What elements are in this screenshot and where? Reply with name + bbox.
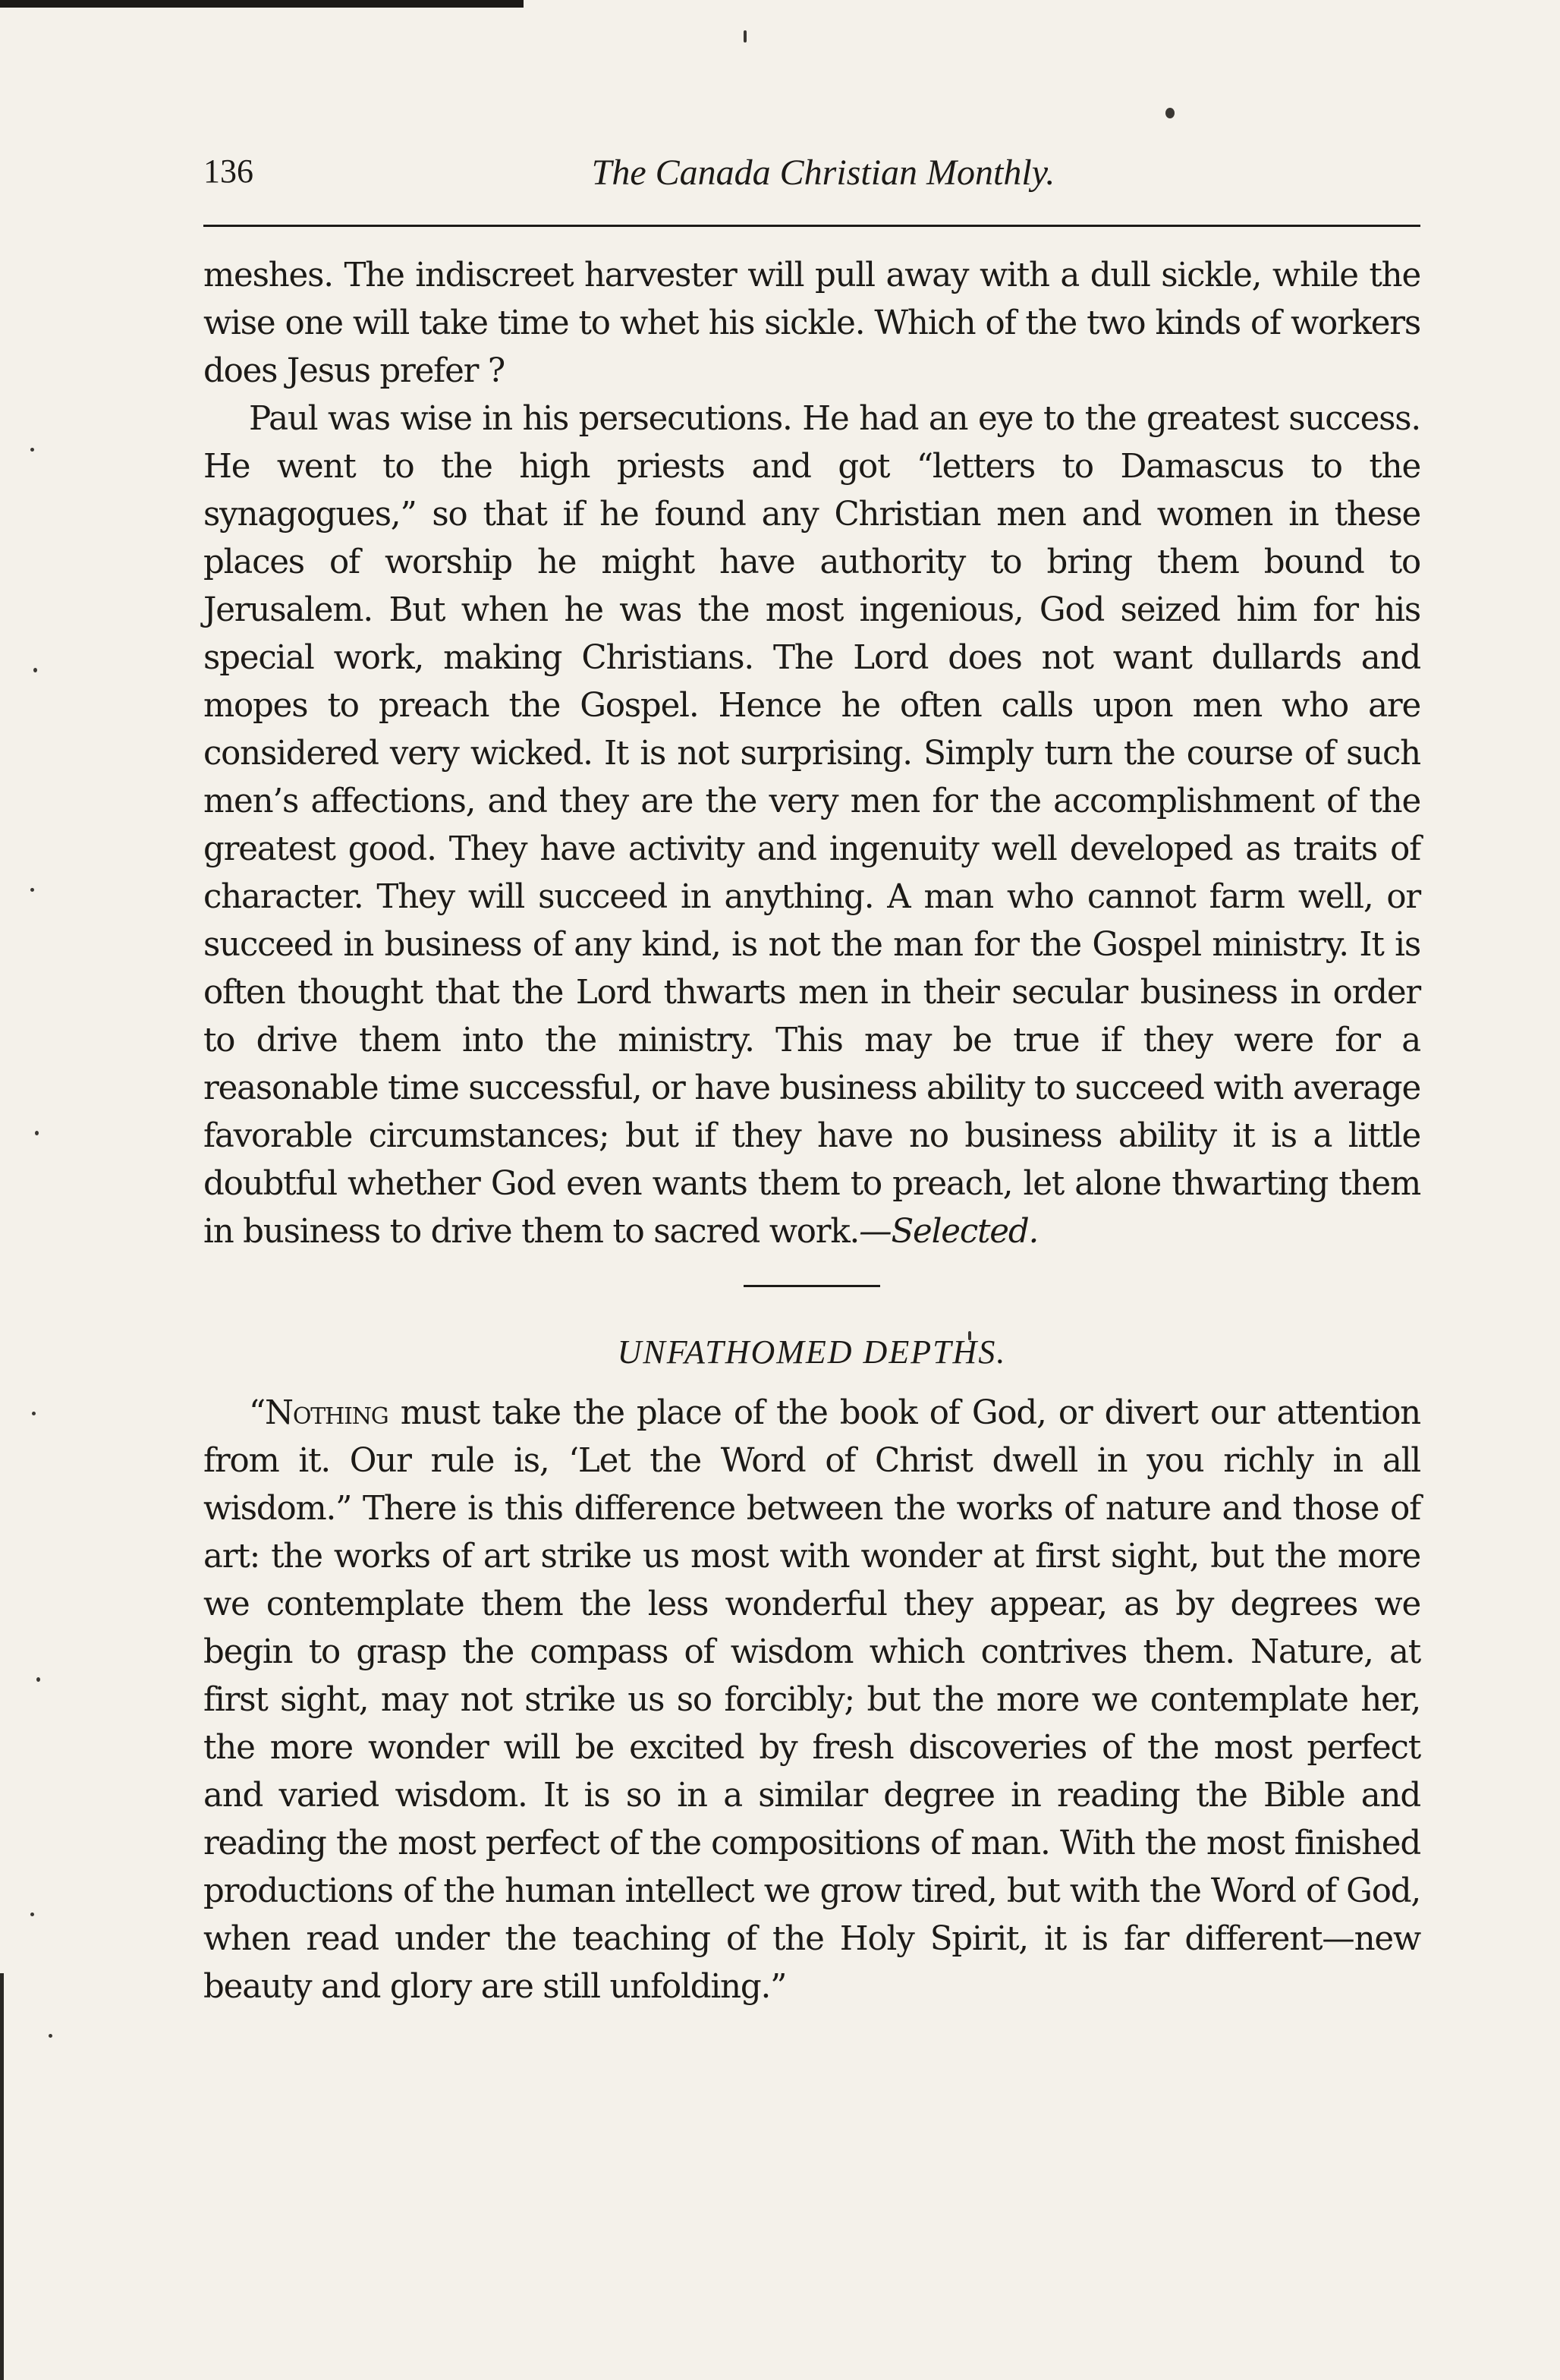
article-lead-word: Nothing [265,1394,388,1432]
article-paragraph-text: must take the place of the book of God, or divert our attention from it. Our rule is, ‘Let the Word of Christ dwell in you richly in all wisdom.” There is this difference between the works of nature and those of art: the works of art strike us most with wonder at first sight, but the more we contemplate them the less wonderful they appear, as by degrees we begin to grasp the compass of wisdom which contrives them. Nature, at first sight, may not strike us so forcibly; but the more we contemplate her, the more wonder will be excited by fresh discoveries of the most perfect and varied wisdom. It is so in a similar degree in reading the Bible and reading the most perfect of the compositions of man. With the most finished productions of the human intellect we grow tired, but with the Word of God, when read under the teaching of the Holy Spirit, it is far different—new beauty and glory are still unfolding.” [203,1394,1420,2006]
scan-speck [744,30,747,42]
scan-speck [30,448,34,452]
scan-speck [33,668,37,672]
scan-speck [32,1412,36,1415]
header-rule [203,225,1420,227]
continued-paragraph-text: meshes. The indiscreet harvester will pull away with a dull sickle, while the wise one will take time to whet his sickle. Which of the two kinds of workers does Jesus prefer ? [203,257,1420,390]
scan-speck [30,888,34,892]
scan-speck [36,1677,40,1682]
journal-title: The Canada Christian Monthly. [591,153,1055,193]
running-header [203,152,1420,208]
paul-paragraph-text: Paul was wise in his persecutions. He had an eye to the greatest success. He went to the high priests and got “letters to Damascus to the synagogues,” so that if he found any Christian men and women in these places of worship he might have authority to bring them bound to Jerusalem. But when he was the most ingenious, God seized him for his special work, making Christians. The Lord does not want dullards and mopes to preach the Gospel. Hence he often calls upon men who are considered very wicked. It is not surprising. Simply turn the course of such men’s affections, and they are the very men for the accomplishment of the greatest good. They have activity and ingenuity well developed as traits of character. They will succeed in anything. A man who cannot farm well, or succeed in business of any kind, is not the man for the Gospel ministry. It is often thought that the Lord thwarts men in their secular business in order to drive them into the ministry. This may be true if they were for a reasonable time successful, or have business ability to succeed with average favorable circumstances; but if they have no business ability it is a little doubtful whether God even wants them to preach, let alone thwarting them in business to drive them to sacred work. [203,400,1420,1251]
scan-speck [1165,108,1175,118]
scan-left-border [0,1973,4,2380]
scan-speck [49,2034,52,2038]
scan-speck [30,1912,34,1916]
page-number: 136 [203,153,253,190]
page-body [203,252,1420,2011]
scan-speck [35,1131,39,1135]
continued-paragraph [203,252,1420,395]
paul-paragraph [203,395,1420,1256]
article-paragraph [203,1390,1420,2011]
article-open-quote: “ [249,1394,266,1432]
selected-signoff: —Selected. [859,1213,1039,1251]
scan-top-border [0,0,524,8]
article-title: UNFATHOMED DEPTHS. [617,1333,1007,1371]
section-divider [744,1285,880,1287]
